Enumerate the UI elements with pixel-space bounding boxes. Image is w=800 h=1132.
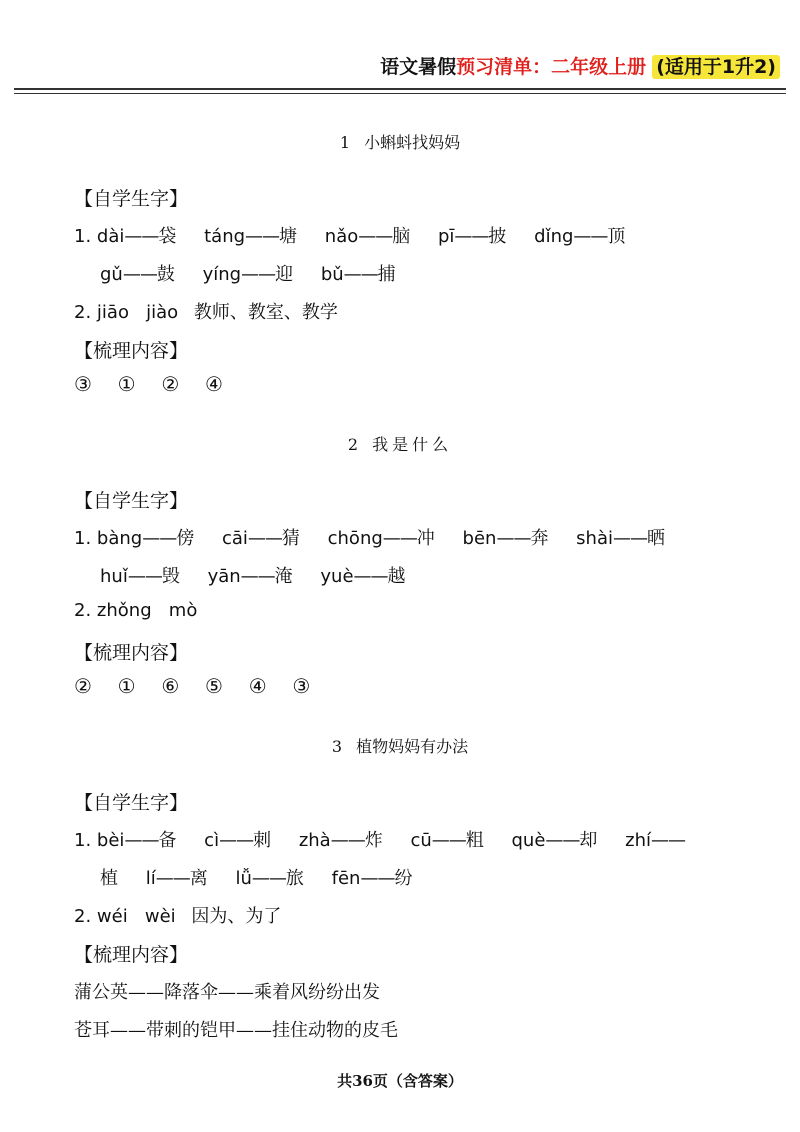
order-item: ② (161, 372, 180, 396)
hanzi: 旅 (285, 868, 304, 889)
order-item: ① (117, 372, 136, 396)
vocab-row: 1. bèi——备 cì——刺 zhà——炸 cū——粗 què——却 zhí—— (74, 830, 685, 851)
pinyin: què (511, 830, 546, 851)
vocab-row: 植 lí——离 lǚ——旅 fēn——纷 (100, 868, 413, 889)
page-header (380, 52, 780, 79)
order-item: ③ (292, 674, 311, 698)
header-title-red: 预习清单：二年级上册 (456, 56, 647, 78)
hanzi: 顶 (607, 226, 626, 247)
lesson-number: 2 (347, 435, 359, 454)
pinyin: táng (204, 226, 246, 247)
hanzi: 捕 (377, 264, 396, 285)
pinyin: bèi (96, 830, 125, 851)
section-heading: 【自学生字】 (74, 490, 189, 512)
pinyin: zhí (625, 830, 651, 851)
item-number: 1. (74, 226, 92, 247)
hanzi: 晒 (647, 528, 665, 549)
hanzi: 傍 (176, 528, 195, 549)
vocab-row: 1. dài——袋 táng——塘 nǎo——脑 pī——披 dǐng——顶 (74, 226, 626, 247)
pinyin: yān (207, 566, 241, 587)
hanzi-words: 教师、教室、教学 (193, 302, 338, 323)
hanzi: 塘 (279, 226, 298, 247)
vocab-row-2 (74, 298, 338, 324)
hanzi-words: 因为、为了 (191, 906, 282, 927)
hanzi: 淹 (274, 566, 293, 587)
pinyin: lí (145, 868, 156, 889)
pinyin: fēn (331, 868, 361, 889)
vocab-row: huǐ——毁 yān——淹 yuè——越 (100, 566, 406, 587)
pinyin: dǐng (534, 226, 574, 247)
lesson-number: 1 (339, 133, 351, 152)
pinyin: nǎo (324, 226, 359, 247)
section-heading: 【梳理内容】 (74, 642, 189, 664)
hanzi: 脑 (392, 226, 411, 247)
pinyin: cū (410, 830, 432, 851)
header-title-black: 语文暑假 (380, 56, 457, 78)
hanzi: 毁 (161, 566, 180, 587)
pinyin: lǚ (235, 868, 252, 889)
section-heading: 【自学生字】 (74, 792, 189, 814)
page-footer: 共36页（含答案） (337, 1072, 463, 1090)
hanzi: 猜 (281, 528, 300, 549)
pinyin: bēn (462, 528, 497, 549)
lesson-name: 我是什么 (372, 435, 453, 454)
item-number: 2. (74, 600, 92, 621)
pinyin: bàng (96, 528, 143, 549)
hanzi: 备 (158, 830, 177, 851)
pinyin: pī (437, 226, 455, 247)
hanzi: 越 (387, 566, 406, 587)
header-badge: (适用于1升2) (652, 55, 780, 79)
order-answers (74, 674, 330, 698)
hanzi: 粗 (465, 830, 484, 851)
pinyin: bǔ (320, 264, 344, 285)
hanzi: 袋 (158, 226, 177, 247)
order-item: ④ (205, 372, 223, 396)
pinyin: zhà (298, 830, 331, 851)
item-number: 1. (74, 830, 92, 851)
hanzi: 刺 (253, 830, 272, 851)
vocab-row-2 (74, 600, 197, 621)
pinyin: gǔ (100, 264, 123, 285)
item-number: 2. (74, 906, 92, 927)
order-answers (74, 372, 243, 396)
pinyin: jiāo jiào (96, 302, 179, 323)
pinyin: cì (204, 830, 220, 851)
pinyin: yuè (320, 566, 354, 587)
order-item: ⑤ (205, 674, 223, 698)
pinyin: shài (576, 528, 613, 549)
pinyin: chōng (327, 528, 383, 549)
hanzi: 炸 (364, 830, 383, 851)
lesson-title (0, 130, 800, 153)
vocab-row-2 (74, 902, 281, 928)
lesson-title (0, 734, 800, 757)
vocab-row: gǔ——鼓 yíng——迎 bǔ——捕 (100, 264, 396, 285)
pinyin: cāi (221, 528, 248, 549)
pinyin: zhǒng mò (96, 600, 198, 621)
hanzi: 披 (488, 226, 507, 247)
hanzi: 冲 (416, 528, 435, 549)
lesson-number: 3 (331, 737, 343, 756)
header-rule-thin (14, 93, 786, 94)
pinyin: wéi wèi (96, 906, 176, 927)
pinyin: dài (96, 226, 125, 247)
item-number: 1. (74, 528, 92, 549)
pinyin: yíng (202, 264, 242, 285)
order-item: ② (74, 674, 92, 698)
item-number: 2. (74, 302, 92, 323)
pinyin: huǐ (100, 566, 128, 587)
hanzi: 纷 (394, 868, 413, 889)
lesson-name: 植物妈妈有办法 (356, 737, 469, 756)
hanzi: 迎 (275, 264, 294, 285)
order-item: ③ (74, 372, 92, 396)
section-heading: 【自学生字】 (74, 188, 189, 210)
hanzi: 却 (579, 830, 598, 851)
hanzi: 鼓 (156, 264, 175, 285)
content-line: 蒲公英——降落伞——乘着风纷纷出发 (74, 982, 380, 1003)
order-item: ④ (248, 674, 267, 698)
lesson-name: 小蝌蚪找妈妈 (364, 133, 461, 152)
order-item: ⑥ (161, 674, 180, 698)
hanzi: 离 (189, 868, 208, 889)
section-heading: 【梳理内容】 (74, 944, 189, 966)
content-line: 苍耳——带刺的铠甲——挂住动物的皮毛 (74, 1020, 398, 1041)
hanzi: 植 (100, 868, 118, 889)
hanzi: 奔 (530, 528, 549, 549)
header-rule-thick (14, 88, 786, 90)
order-item: ① (117, 674, 136, 698)
section-heading: 【梳理内容】 (74, 340, 189, 362)
lesson-title (0, 432, 800, 455)
vocab-row: 1. bàng——傍 cāi——猜 chōng——冲 bēn——奔 shài——晒 (74, 528, 665, 549)
